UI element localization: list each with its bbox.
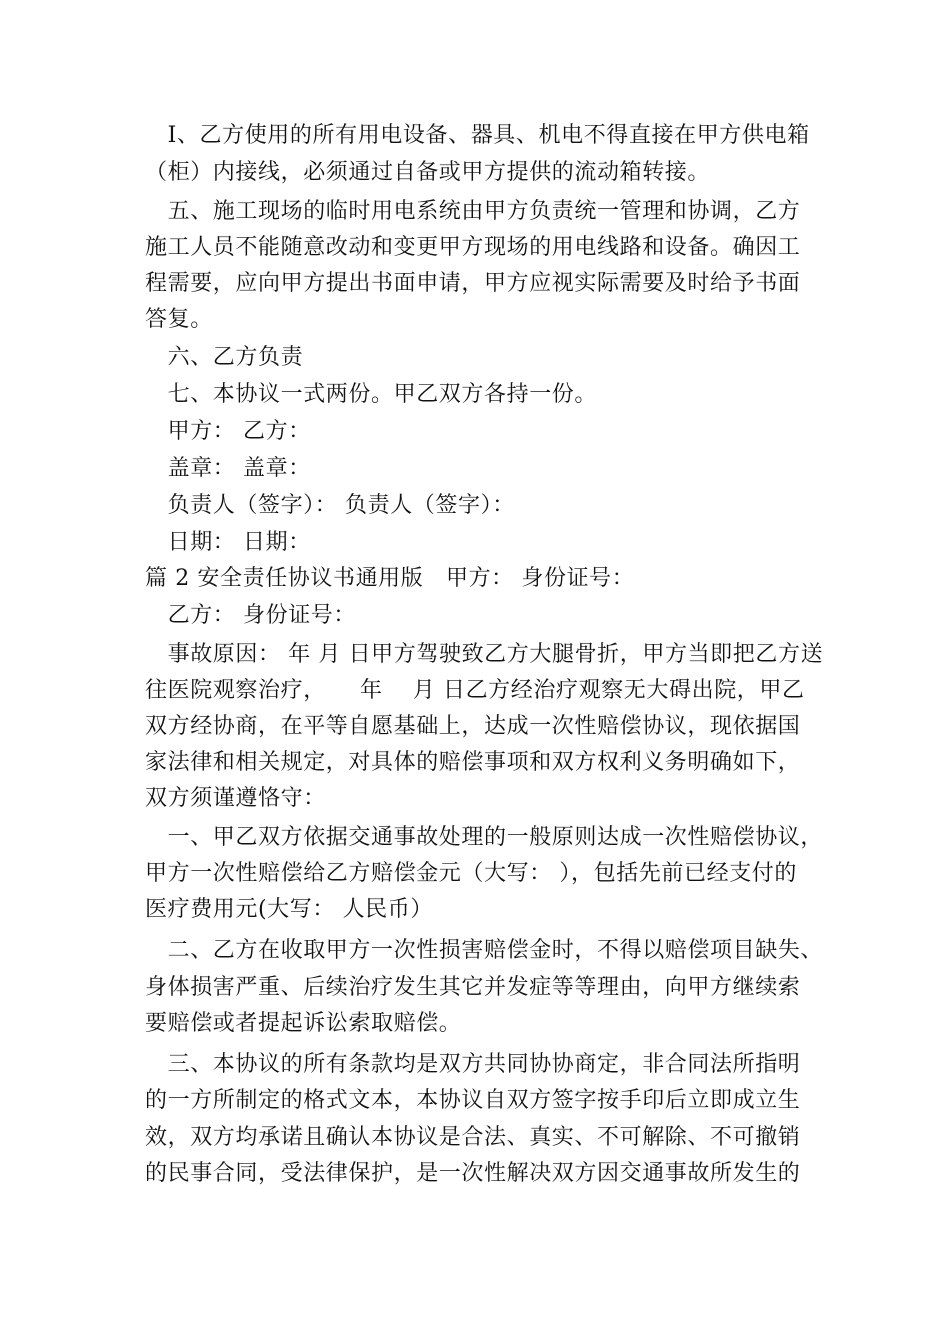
text-line: 身体损害严重、后续治疗发生其它并发症等等理由，向甲方继续索	[145, 975, 801, 1000]
text-line: I、乙方使用的所有用电设备、器具、机电不得直接在甲方供电箱	[145, 123, 810, 148]
text-line: 五、施工现场的临时用电系统由甲方负责统一管理和协调，乙方	[145, 199, 801, 224]
text-line: 程需要，应向甲方提出书面申请，甲方应视实际需要及时给予书面	[145, 271, 801, 296]
text-line: 二、乙方在收取甲方一次性损害赔偿金时，不得以赔偿项目缺失、	[145, 938, 824, 963]
text-line: 的一方所制定的格式文本，本协议自双方签字按手印后立即成立生	[145, 1088, 801, 1113]
text-line: 效，双方均承诺且确认本协议是合法、真实、不可解除、不可撤销	[145, 1125, 801, 1150]
text-line: 六、乙方负责	[145, 345, 304, 370]
text-line: 往医院观察治疗， 年 月 日乙方经治疗观察无大碍出院，甲乙	[145, 678, 805, 703]
text-line: 答复。	[145, 307, 213, 332]
text-line: 甲方： 乙方：	[145, 419, 311, 444]
text-line: 双方须谨遵恪守：	[145, 786, 326, 811]
text-line: 负责人（签字）： 负责人（签字）：	[145, 493, 515, 518]
text-line: （柜）内接线，必须通过自备或甲方提供的流动箱转接。	[145, 160, 711, 185]
text-line: 要赔偿或者提起诉讼索取赔偿。	[145, 1011, 462, 1036]
text-line: 三、本协议的所有条款均是双方共同协协商定，非合同法所指明	[145, 1052, 801, 1077]
text-line: 甲方一次性赔偿给乙方赔偿金元（大写： ），包括先前已经支付的	[145, 861, 797, 886]
text-line: 七、本协议一式两份。甲乙双方各持一份。	[145, 382, 598, 407]
text-line: 医疗费用元(大写： 人民币）	[145, 897, 433, 922]
text-line: 双方经协商，在平等自愿基础上，达成一次性赔偿协议，现依据国	[145, 714, 801, 739]
text-line: 事故原因： 年 月 日甲方驾驶致乙方大腿骨折，甲方当即把乙方送	[145, 642, 824, 667]
text-line: 家法律和相关规定，对具体的赔偿事项和双方权利义务明确如下，	[145, 750, 801, 775]
text-line: 盖章： 盖章：	[145, 456, 311, 481]
text-line: 的民事合同，受法律保护，是一次性解决双方因交通事故所发生的	[145, 1161, 801, 1186]
text-line: 一、甲乙双方依据交通事故处理的一般原则达成一次性赔偿协议，	[145, 825, 824, 850]
text-line: 乙方： 身份证号：	[145, 603, 356, 628]
text-line: 日期： 日期：	[145, 530, 311, 555]
section-heading: 篇 2 安全责任协议书通用版 甲方： 身份证号：	[145, 566, 635, 591]
text-line: 施工人员不能随意改动和变更甲方现场的用电线路和设备。确因工	[145, 235, 801, 260]
